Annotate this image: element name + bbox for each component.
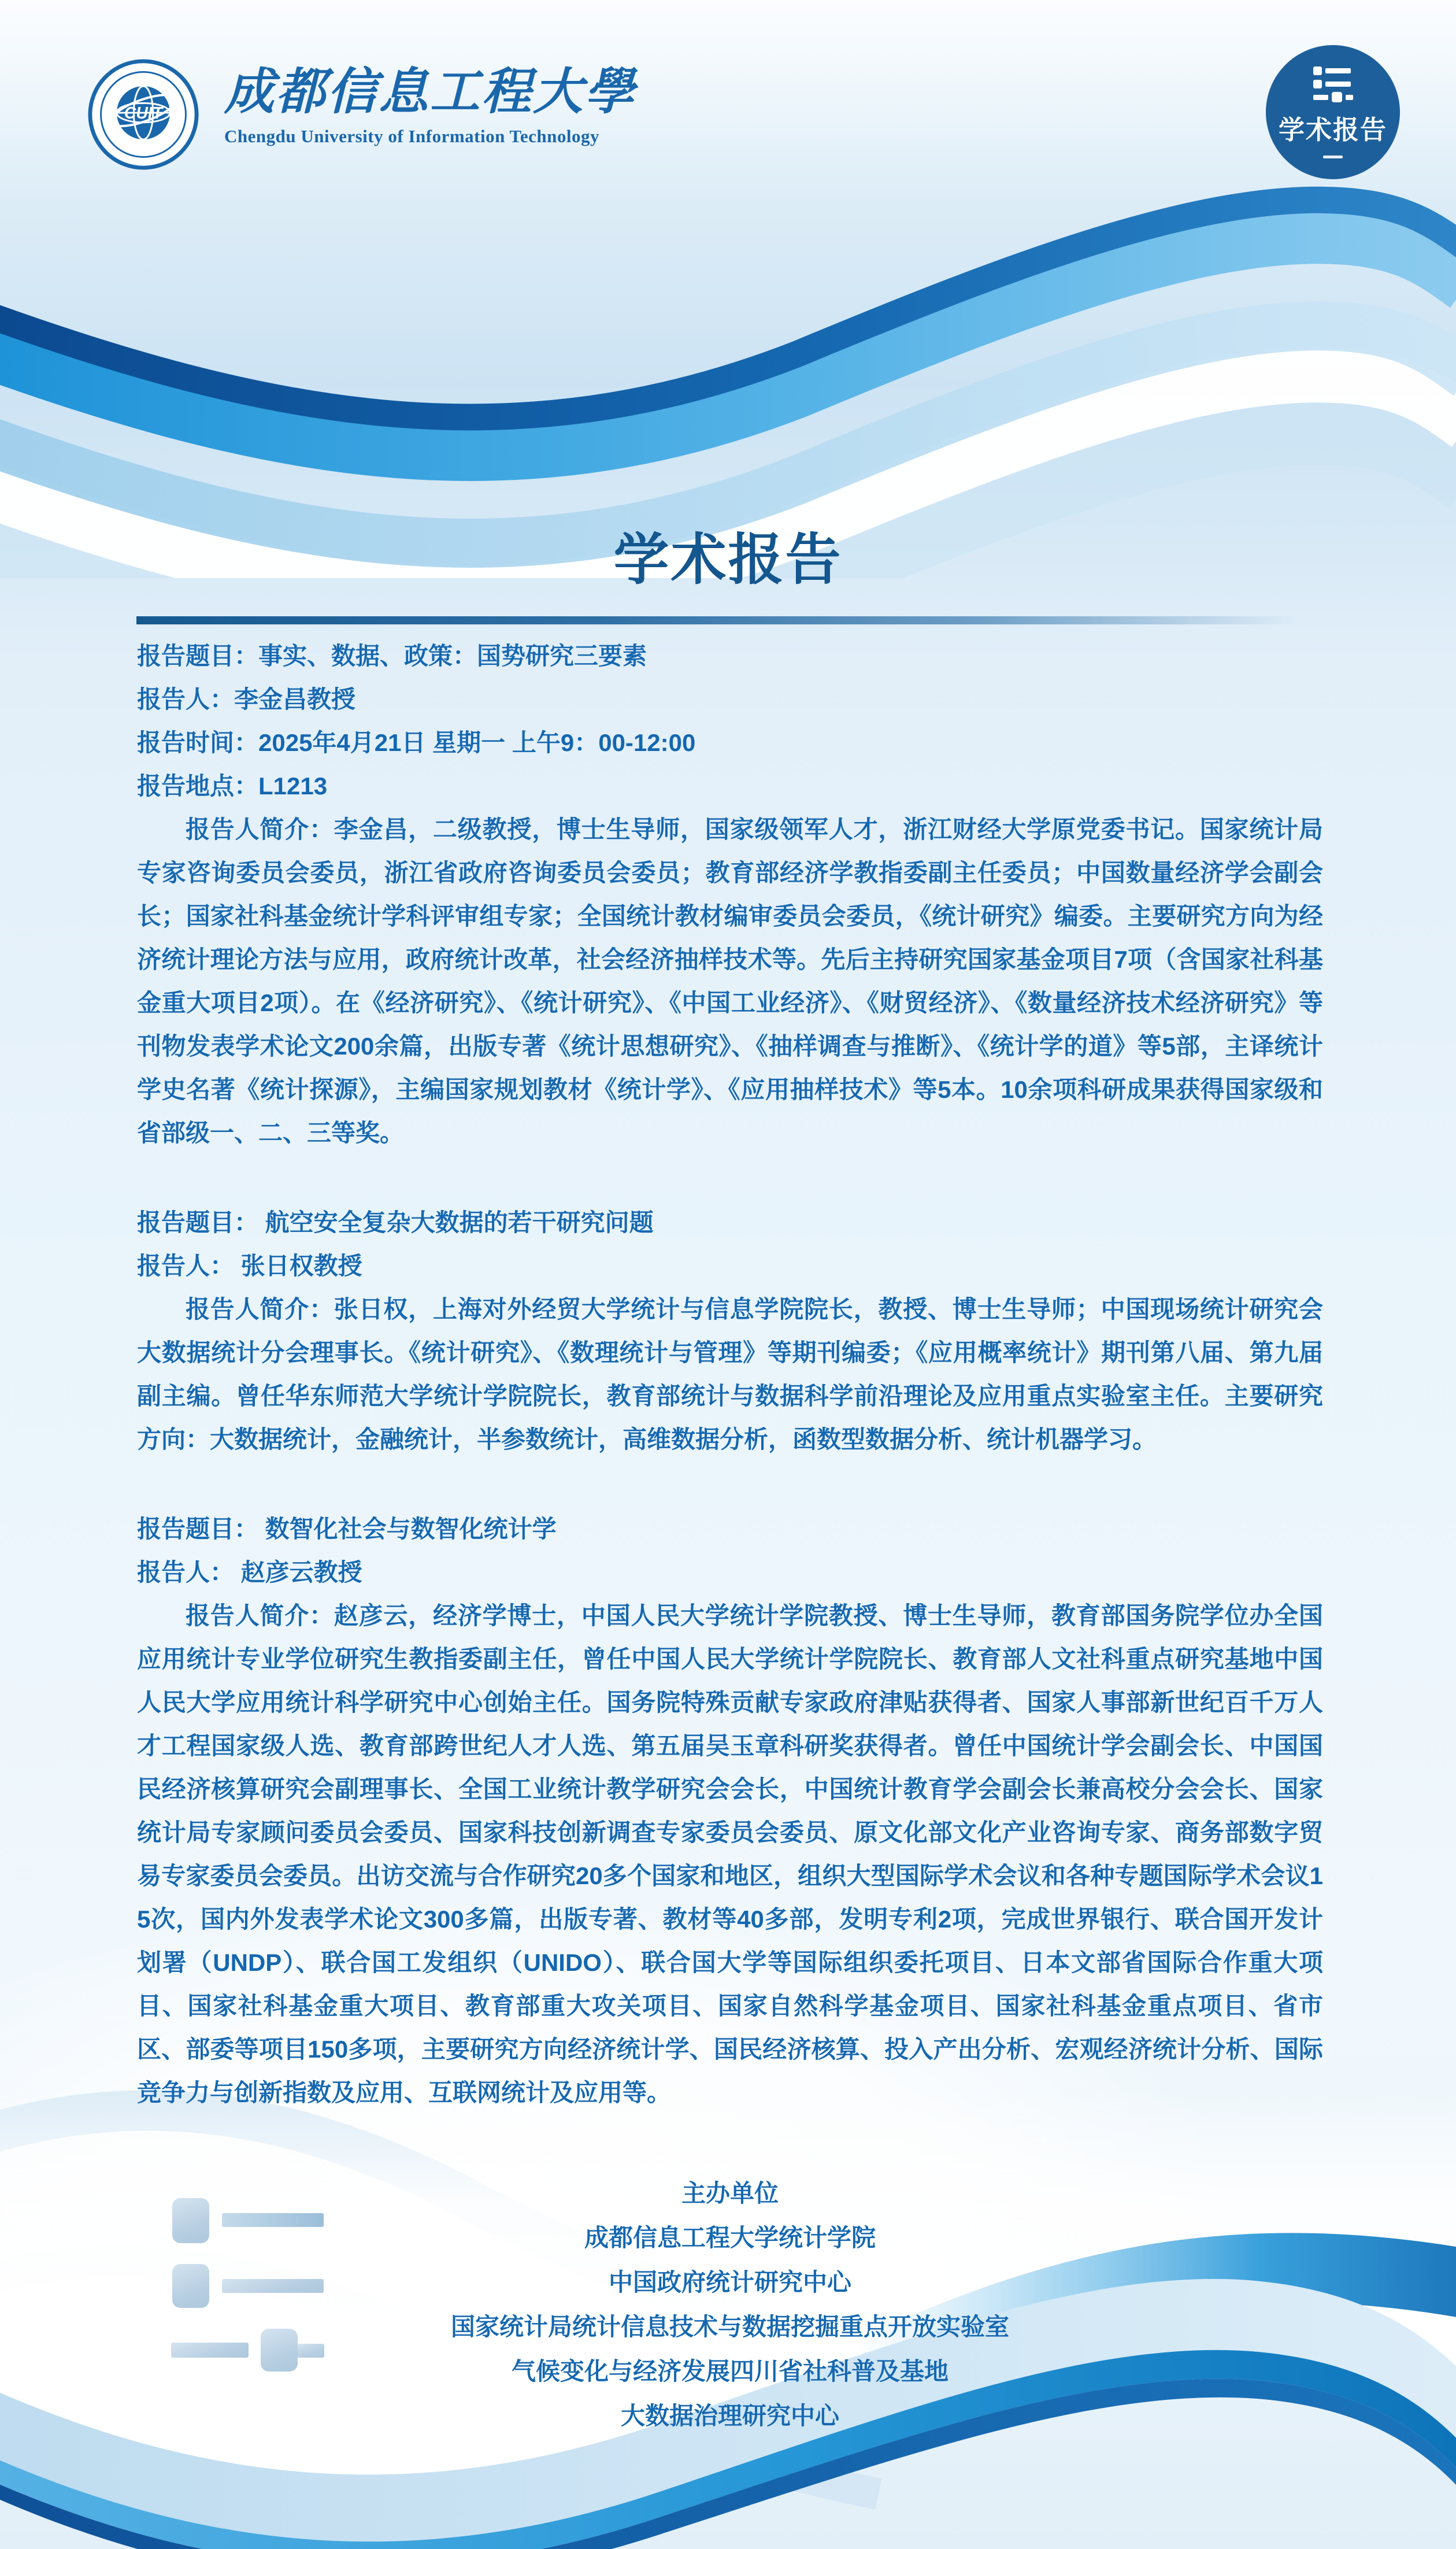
report-3 [137, 1507, 1323, 2114]
report-location-line: 报告地点：L1213 [137, 772, 328, 800]
report-title-line: 报告题目： 航空安全复杂大数据的若干研究问题 [137, 1209, 654, 1236]
content [137, 634, 1323, 2438]
seal-acronym: CUIT [124, 103, 163, 123]
badge-dash [1323, 156, 1343, 158]
report-speaker-bio: 报告人简介：李金昌，二级教授，博士生导师，国家级领军人才，浙江财经大学原党委书记。国家统计局专家咨询委员会委员，浙江省政府咨询委员会委员；教育部经济学教指委副主任委员；中国数量经济学会副会长；国家社科基金统计学科评审组专家；全国统计教材编审委员会委员，《统计研究》编委。主要研究方向为经济统计理论方法与应用，政府统计改革，社会经济抽样技术等。先后主持研究国家基金项目7项（含国家社科基金重大项目2项）。在《经济研究》、《统计研究》、《中国工业经济》、《财贸经济》、《数量经济技术经济研究》等刊物发表学术论文200余篇，出版专著《统计思想研究》、《抽样调查与推断》、《统计学的道》等5部，主译统计学史名著《统计探源》，主编国家规划教材《统计学》、《应用抽样技术》等5本。10余项科研成果获得国家级和省部级一、二、三等奖。 [137, 816, 1323, 1146]
academic-report-badge [1266, 45, 1400, 179]
sliders-icon [1313, 66, 1353, 102]
report-speaker-bio: 报告人简介：赵彦云，经济学博士，中国人民大学统计学院教授、博士生导师，教育部国务院学位办全国应用统计专业学位研究生教指委副主任，曾任中国人民大学统计学院院长、教育部人文社科重点研究基地中国人民大学应用统计科学研究中心创始主任。国务院特殊贡献专家政府津贴获得者、国家人事部新世纪百千万人才工程国家级人选、教育部跨世纪人才人选、第五届吴玉章科研奖获得者。曾任中国统计学会副会长、中国国民经济核算研究会副理事长、全国工业统计教学研究会会长，中国统计教育学会副会长兼高校分会会长、国家统计局专家顾问委员会委员、国家科技创新调查专家委员会委员、原文化部文化产业咨询专家、商务部数字贸易专家委员会委员。出访交流与合作研究20多个国家和地区，组织大型国际学术会议和各种专题国际学术会议15次，国内外发表学术论文300多篇，出版专著、教材等40多部，发明专利2项，完成世界银行、联合国开发计划署（UNDP）、联合国工发组织（UNIDO）、联合国大学等国际组织委托项目、日本文部省国际合作重大项目、国家社科基金重大项目、教育部重大攻关项目、国家自然科学基金项目、国家社科基金重点项目、省市区、部委等项目150多项，主要研究方向经济统计学、国民经济核算、投入产出分析、宏观经济统计分析、国际竞争力与创新指数及应用、互联网统计及应用等。 [137, 1602, 1323, 2106]
report-title-line: 报告题目：事实、数据、政策：国势研究三要素 [137, 642, 647, 669]
organizer-item: 气候变化与经济发展四川省社科普及基地 [511, 2358, 949, 2385]
organizer-item: 大数据治理研究中心 [620, 2402, 839, 2429]
university-name-en: Chengdu University of Information Technology [224, 126, 599, 146]
organizer-item: 国家统计局统计信息技术与数据挖掘重点开放实验室 [450, 2313, 1009, 2340]
report-2 [137, 1201, 1323, 1461]
report-1 [137, 634, 1323, 1155]
organizers [137, 2160, 1323, 2438]
report-speaker-line: 报告人： 张日权教授 [137, 1252, 362, 1279]
organizer-item: 中国政府统计研究中心 [608, 2269, 851, 2296]
organizer-item: 成都信息工程大学统计学院 [584, 2224, 876, 2251]
university-name-zh: 成都信息工程大學 [224, 62, 636, 121]
university-seal-icon [87, 58, 200, 171]
report-time-line: 报告时间：2025年4月21日 星期一 上午9：00-12:00 [137, 729, 696, 756]
university-logo [87, 58, 636, 171]
badge-label: 学术报告 [1278, 115, 1387, 145]
report-title-line: 报告题目： 数智化社会与数智化统计学 [137, 1515, 557, 1542]
report-speaker-line: 报告人： 赵彦云教授 [137, 1559, 362, 1586]
title-divider [136, 616, 1297, 624]
page-title: 学术报告 [613, 529, 843, 591]
report-speaker-line: 报告人：李金昌教授 [137, 686, 356, 713]
organizers-heading: 主办单位 [681, 2180, 779, 2207]
report-speaker-bio: 报告人简介：张日权，上海对外经贸大学统计与信息学院院长，教授、博士生导师；中国现场统计研究会大数据统计分会理事长。《统计研究》、《数理统计与管理》等期刊编委；《应用概率统计》期刊第八届、第九届副主编。曾任华东师范大学统计学院院长，教育部统计与数据科学前沿理论及应用重点实验室主任。主要研究方向：大数据统计，金融统计，半参数统计，高维数据分析，函数型数据分析、统计机器学习。 [137, 1296, 1323, 1453]
